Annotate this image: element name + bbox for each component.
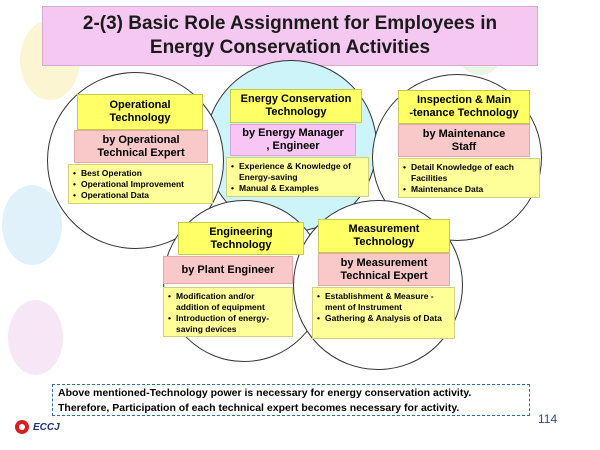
operational-technology-label — [77, 94, 203, 130]
engineering-role-line-1: by Plant Engineer — [181, 263, 275, 276]
operational-role-line-1: by Operational — [102, 133, 180, 146]
eccj-logo — [15, 420, 60, 434]
operational-items-list — [68, 164, 213, 204]
energy-role-line-2: , Engineer — [266, 140, 320, 152]
page-number: 114 — [538, 412, 558, 426]
inspection-role-box — [398, 124, 530, 157]
inspection-items-list — [398, 158, 540, 198]
inspection-title-line-2: -tenance Technology — [409, 107, 519, 119]
list-item: • Introduction of energy-saving devices — [176, 313, 289, 335]
summary-note — [52, 384, 530, 416]
list-item: • Operational Improvement — [81, 179, 209, 190]
measurement-items-list — [312, 287, 455, 339]
energy-role-box — [230, 124, 356, 156]
measurement-role-line-2: Technical Expert — [340, 269, 428, 282]
list-item: • Detail Knowledge of each Facilities — [411, 162, 536, 184]
engineering-title-line-1: Engineering — [209, 225, 273, 238]
energy-items-list — [226, 157, 369, 197]
list-item: • Maintenance Data — [411, 184, 536, 195]
measurement-role-box — [318, 253, 450, 286]
list-item: • Manual & Examples — [239, 183, 365, 194]
slide-title-line-1: 2-(3) Basic Role Assignment for Employees in — [82, 13, 498, 34]
eccj-logo-icon — [15, 420, 29, 434]
operational-role-line-2: Technical Expert — [97, 146, 185, 159]
energy-role-line-1: by Energy Manager — [242, 127, 344, 139]
measurement-title-line-2: Technology — [353, 236, 415, 248]
summary-note-line-2: Therefore, Participation of each technical expert becomes necessary for activity. — [58, 402, 460, 414]
operational-title-line-2: Technology — [109, 112, 171, 124]
eccj-logo-text: ECCJ — [33, 421, 60, 433]
slide-title — [42, 6, 538, 66]
engineering-role-box — [163, 256, 293, 284]
inspection-role-line-1: by Maintenance — [422, 127, 506, 140]
engineering-title-line-2: Technology — [210, 238, 272, 251]
list-item: • Experience & Knowledge of Energy-saving — [239, 161, 365, 183]
list-item: • Best Operation — [81, 168, 209, 179]
measurement-title-line-1: Measurement — [348, 223, 420, 235]
measurement-role-line-1: by Measurement — [340, 256, 428, 269]
engineering-technology-label — [178, 222, 304, 255]
energy-title-line-2: Technology — [265, 106, 327, 118]
operational-title-line-1: Operational — [109, 99, 171, 111]
measurement-technology-label — [318, 219, 450, 253]
energy-conservation-technology-label — [230, 89, 362, 123]
decorative-balloon — [2, 185, 62, 265]
slide-title-line-2: Energy Conservation Activities — [149, 37, 431, 58]
inspection-title-line-1: Inspection & Main — [416, 94, 512, 106]
list-item: • Gathering & Analysis of Data — [325, 313, 451, 324]
inspection-technology-label — [398, 90, 530, 124]
list-item: • Establishment & Measure -ment of Instrument — [325, 291, 451, 313]
list-item: • Modification and/or addition of equipment — [176, 291, 289, 313]
decorative-balloon — [8, 300, 63, 375]
summary-note-line-1: Above mentioned-Technology power is necessary for energy conservation activity. — [58, 387, 472, 399]
energy-title-line-1: Energy Conservation — [240, 93, 352, 105]
operational-role-box — [74, 130, 208, 163]
inspection-role-line-2: Staff — [451, 140, 477, 153]
list-item: • Operational Data — [81, 190, 209, 201]
engineering-items-list — [163, 287, 293, 337]
